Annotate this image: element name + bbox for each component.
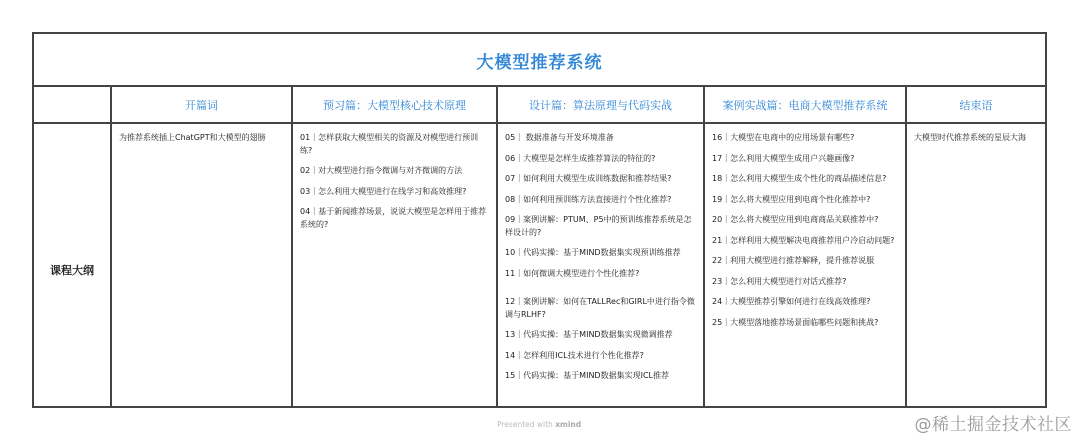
page-title: 大模型推荐系统 [476, 53, 603, 73]
list-item: 15｜代码实操：基于MIND数据集实现ICL推荐 [505, 371, 669, 380]
watermark: @稀土掘金技术社区 [914, 415, 1072, 435]
column-case-study [703, 124, 905, 406]
list-item: 为推荐系统插上ChatGPT和大模型的翅膀 [119, 133, 266, 142]
list-item: 17｜怎么利用大模型生成用户兴趣画像? [712, 153, 855, 163]
header-preview: 预习篇：大模型核心技术原理 [291, 87, 496, 122]
list-item: 03｜怎么利用大模型进行在线学习和高效推理? [300, 186, 467, 196]
list-item: 11｜如何微调大模型进行个性化推荐? [505, 268, 640, 278]
list-item: 大模型时代推荐系统的星辰大海 [914, 133, 1026, 142]
list-item: 10｜代码实操：基于MIND数据集实现预训练推荐 [505, 248, 681, 257]
list-item: 25｜大模型落地推荐场景面临哪些问题和挑战? [712, 317, 879, 327]
list-item: 20｜怎么将大模型应用到电商商品关联推荐中? [712, 215, 879, 224]
list-item: 04｜基于新闻推荐场景，说说大模型是怎样用于推荐系统的? [300, 207, 487, 229]
row-label-text: 课程大纲 [50, 264, 94, 277]
list-item: 05｜ 数据准备与开发环境准备 [505, 133, 614, 142]
footer-credit [497, 420, 581, 429]
xmind-brand: xmind [555, 420, 582, 429]
column-preview [291, 124, 496, 406]
column-design [496, 124, 703, 406]
list-item: 08｜如何利用预训练方法直接进行个性化推荐? [505, 194, 672, 204]
list-item: 01｜怎样获取大模型相关的资源及对模型进行预训练? [300, 133, 479, 155]
list-item: 06｜大模型是怎样生成推荐算法的特征的? [505, 153, 656, 163]
row-label [34, 124, 110, 406]
header-empty-cell [34, 87, 110, 122]
column-opening [110, 124, 291, 406]
header-closing: 结束语 [905, 87, 1045, 122]
list-item: 02｜对大模型进行指令微调与对齐微调的方法 [300, 166, 463, 175]
list-item: 07｜如何利用大模型生成训练数据和推荐结果? [505, 174, 672, 183]
list-item: 18｜怎么利用大模型生成个性化的商品描述信息? [712, 174, 887, 183]
list-item: 13｜代码实操：基于MIND数据集实现微调推荐 [505, 330, 673, 339]
list-item: 24｜大模型推荐引擎如何进行在线高效推理? [712, 297, 871, 306]
body-row [34, 124, 1045, 406]
header-row [34, 87, 1045, 124]
header-opening: 开篇词 [110, 87, 291, 122]
presented-with-text: Presented with [497, 420, 556, 429]
course-outline-table [32, 32, 1047, 408]
header-case-study: 案例实战篇：电商大模型推荐系统 [703, 87, 905, 122]
header-design: 设计篇：算法原理与代码实战 [496, 87, 703, 122]
list-item: 23｜怎么利用大模型进行对话式推荐? [712, 276, 847, 286]
list-item: 16｜大模型在电商中的应用场景有哪些? [712, 133, 855, 142]
column-closing [905, 124, 1045, 406]
list-item: 22｜利用大模型进行推荐解释，提升推荐说服 [712, 256, 875, 265]
list-item: 12｜案例讲解：如何在TALLRec和GIRL中进行指令微调与RLHF? [505, 297, 695, 319]
list-item: 09｜案例讲解：PTUM、P5中的预训练推荐系统是怎样设计的? [505, 215, 692, 237]
title-row [34, 34, 1045, 87]
list-item: 14｜怎样利用ICL技术进行个性化推荐? [505, 350, 644, 360]
list-item: 19｜怎么将大模型应用到电商个性化推荐中? [712, 194, 871, 204]
list-item: 21｜怎样利用大模型解决电商推荐用户冷启动问题? [712, 235, 895, 245]
